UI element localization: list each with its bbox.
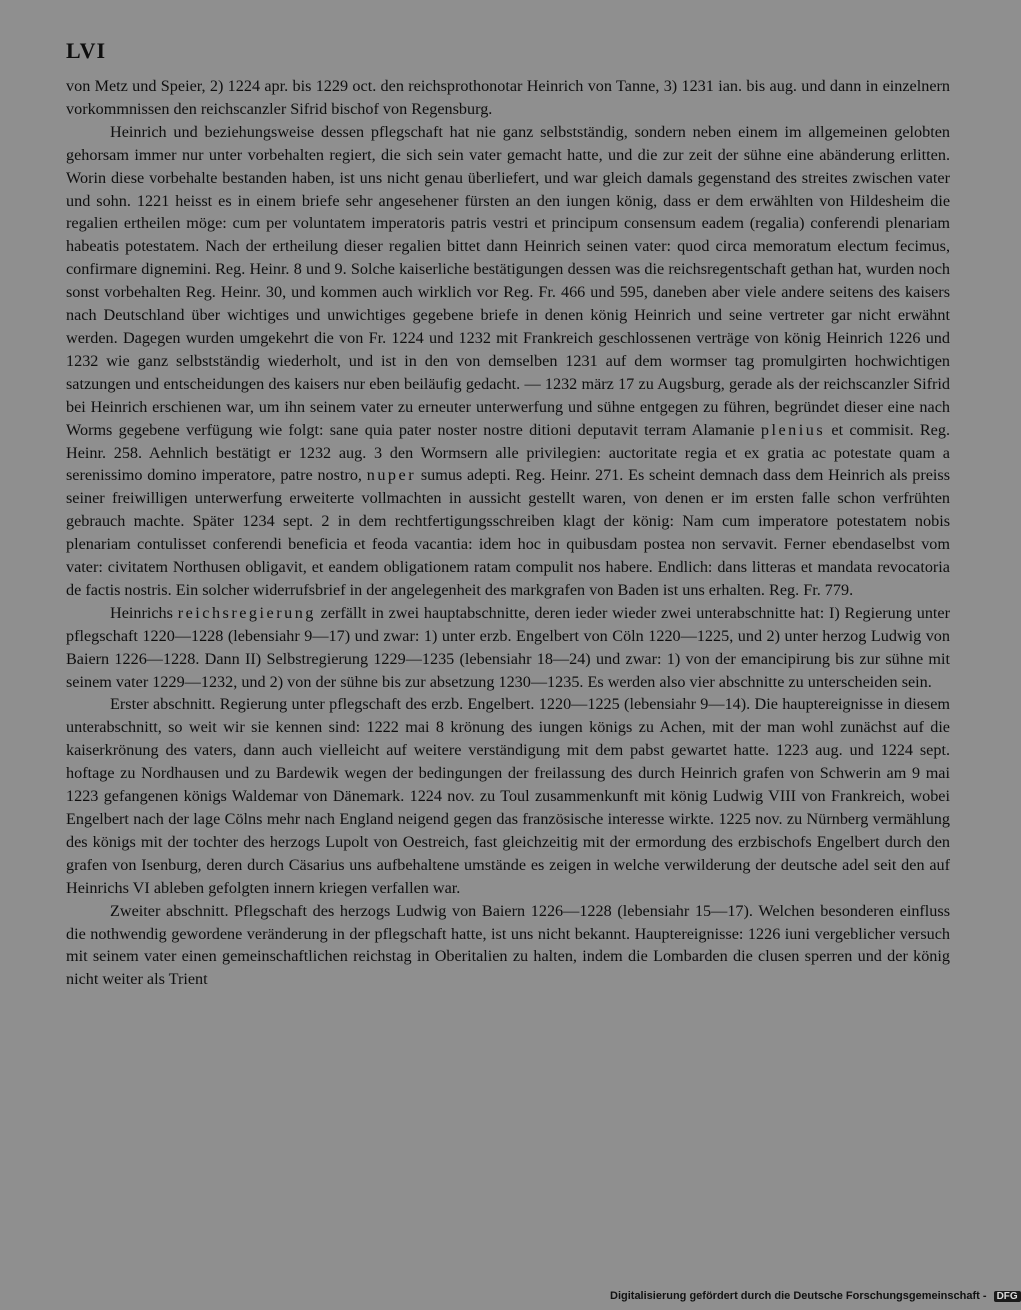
text-run: von Metz und Speier, 2) 1224 apr. bis 1229 oct. den reichsprothonotar Heinrich von Tanne, 3) 1231 ian. bis aug. und dann in einzelnern vorkommnissen den reichscanzler Sifrid bischof von Regensburg.: [66, 77, 950, 118]
text-run: sumus adepti. Reg. Heinr. 271. Es scheint demnach dass dem Heinrich als preiss seiner freiwilligen unterwerfung erweiterte vollmachten in aussicht gestellt waren, von denen er im ersten falle schon verfrühten gebrauch machte. Später 1234 sept. 2 in dem rechtfertigungsschreiben klagt der könig: Nam cum imperatore potestatem nobis plenariam contulisset conferendi beneficia et feoda vacantia: idem hoc in quibusdam postea non servavit. Ferner ebendaselbst vom vater: civitatem Northusen obligavit, et eandem obligationem ratam compulit nos habere. Endlich: dans litteras et mandata revocatoria de factis nostris. Ein solcher widerrufsbrief in der angelegenheit des markgrafen von Baden ist uns erhalten. Reg. Fr. 779.: [66, 466, 951, 599]
paragraph: [66, 900, 950, 992]
footer-credit: [610, 1290, 1021, 1302]
spaced-emphasis: reichsregierung: [177, 603, 316, 622]
spaced-emphasis: plenius: [760, 420, 826, 439]
page-number: LVI: [66, 38, 107, 63]
text-run: et commisit. Reg. Heinr. 258. Aehnlich bestätigt er 1232 aug. 3 den Wormsern alle privilegien: auctoritate regia et ex gratia ac potestate quam a serenissimo domino imperatore, patre nostro,: [66, 420, 951, 485]
text-run: Erster abschnitt. Regierung unter pflegschaft des erzb. Engelbert. 1220—1225 (lebensiahr 9—14). Die hauptereignisse in diesem unterabschnitt, so weit wir sie kennen sind: 1222 mai 8 krönung des iungen königs zu Achen, mit der man wohl zunächst auf die kaiserkrönung des vaters, dann auch vielleicht auf weitere verständigung mit dem pabst gewartet hatte. 1223 aug. und 1224 sept. hoftage zu Nordhausen und zu Bardewik wegen der bedingungen der freilassung des durch Heinrich grafen von Schwerin am 9 mai 1223 gefangenen königs Waldemar von Dänemark. 1224 nov. zu Toul zusammenkunft mit könig Ludwig VIII von Frankreich, wobei Engelbert nach der lage Cölns mehr nach England neigend gegen das französische interesse wirkte. 1225 nov. zu Nürnberg vermählung des königs mit der tochter des herzogs Lupolt von Oestreich, fast gleichzeitig mit der ermordung des erzbischofs Engelbert durch den grafen von Isenburg, deren durch Cäsarius uns aufbehaltene umstände es zeigen in welche verwilderung der deutsche adel seit den auf Heinrichs VI ableben gefolgten innern kriegen verfallen war.: [66, 695, 950, 897]
spaced-emphasis: nuper: [366, 466, 417, 485]
paragraph: [66, 121, 950, 602]
text-column: [66, 75, 950, 991]
paragraph: [66, 602, 950, 694]
footer-text: Digitalisierung gefördert durch die Deutsche Forschungsgemeinschaft -: [610, 1290, 987, 1302]
paragraph: [66, 75, 950, 121]
text-run: Heinrichs: [110, 603, 178, 622]
text-run: Heinrich und beziehungsweise dessen pflegschaft hat nie ganz selbstständig, sondern neben einem im allgemeinen gelobten gehorsam immer nur unter vorbehalten regiert, die sich sein vater gemacht hatte, und die zur zeit der sühne eine abänderung erlitten. Worin diese vorbehalte bestanden haben, ist uns nicht genau überliefert, und war gleich damals gegenstand des streites zwischen vater und sohn. 1221 heisst es in einem briefe sehr angesehener fürsten an den iungen könig, dass er dem erwählten von Hildesheim die regalien ertheilen möge: cum per voluntatem imperatoris patris vestri et principum consensum eadem (regalia) conferendi plenariam habeatis potestatem. Nach der ertheilung dieser regalien bittet dann Heinrich seinen vater: quod circa memoratum electum fecimus, confirmare dignemini. Reg. Heinr. 8 und 9. Solche kaiserliche bestätigungen dessen was die reichsregentschaft gethan hat, wurden noch sonst vorbehalten Reg. Heinr. 30, und kommen auch wirklich vor Reg. Fr. 466 und 595, daneben aber viele andere seitens des kaisers nach Deutschland über wichtiges und unwichtiges gegebene briefe in denen könig Heinrich und seine vertreter gar nicht erwähnt werden. Dagegen wurden umgekehrt die von Fr. 1224 und 1232 mit Frankreich geschlossenen verträge von könig Heinrich 1226 und 1232 wie ganz selbstständig wiederholt, und ist in den von demselben 1231 auf dem wormser tag promulgirten hochwichtigen satzungen und entscheidungen des kaisers nur eben beiläufig gedacht. — 1232 märz 17 zu Augsburg, gerade als der reichscanzler Sifrid bei Heinrich erschienen war, um ihn seinem vater zu erneuter unterwerfung und sühne entgegen zu führen, begründet dieser eine nach Worms gegebene verfügung wie folgt: sane quia pater noster nostre ditioni deputavit terram Alamanie: [66, 122, 950, 439]
dfg-logo: DFG: [994, 1291, 1021, 1302]
text-run: zerfällt in zwei hauptabschnitte, deren ieder wieder zwei unterabschnitte hat: I) Regierung unter pflegschaft 1220—1228 (lebensiahr 9—17) und zwar: 1) unter erzb. Engelbert von Cöln 1220—1225, und 2) unter herzog Ludwig von Baiern 1226—1228. Dann II) Selbstregierung 1229—1235 (lebensiahr 18—24) und zwar: 1) von der emancipirung bis zur sühne mit seinem vater 1229—1232, und 2) von der sühne bis zur absetzung 1230—1235. Es werden also vier abschnitte zu unterscheiden sein.: [66, 603, 950, 691]
text-run: Zweiter abschnitt. Pflegschaft des herzogs Ludwig von Baiern 1226—1228 (lebensiahr 15—17). Welchen besonderen einfluss die nothwendig gewordene veränderung in der pflegschaft hatte, ist uns nicht bekannt. Hauptereignisse: 1226 iuni vergeblicher versuch mit seinem vater einen gemeinschaftlichen reichstag in Oberitalien zu halten, indem die Lombarden die clusen sperren und der könig nicht weiter als Trient: [66, 901, 950, 989]
paragraph: [66, 693, 950, 899]
